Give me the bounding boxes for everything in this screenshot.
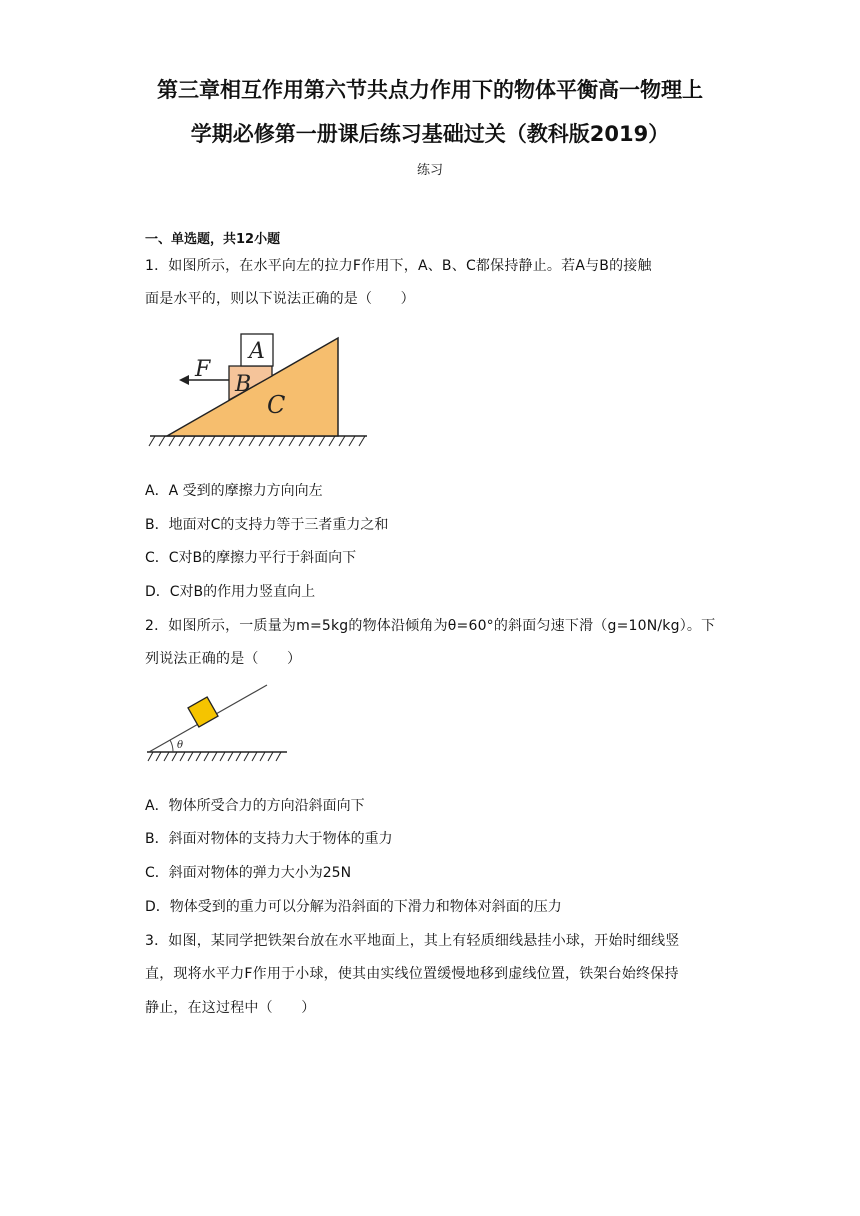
label-c: C bbox=[267, 391, 286, 419]
label-f: F bbox=[195, 357, 211, 382]
question-3-stem-line-3: 静止，在这过程中（ ） bbox=[145, 1000, 316, 1016]
question-1-figure bbox=[145, 328, 375, 448]
arrow-head-icon bbox=[179, 375, 189, 385]
page-title-line-2: 学期必修第一册课后练习基础过关（教科版2019） bbox=[190, 122, 670, 146]
question-1-option-d[interactable]: D．C对B的作用力竖直向上 bbox=[145, 584, 316, 600]
question-1-option-b[interactable]: B．地面对C的支持力等于三者重力之和 bbox=[145, 517, 389, 533]
question-2-figure bbox=[145, 682, 295, 767]
question-1-stem-line-2: 面是水平的，则以下说法正确的是（ ） bbox=[145, 291, 415, 307]
question-1-option-c[interactable]: C．C对B的摩擦力平行于斜面向下 bbox=[145, 550, 357, 566]
section-heading: 一、单选题，共12小题 bbox=[145, 232, 281, 247]
page-title-line-1: 第三章相互作用第六节共点力作用下的物体平衡高一物理上 bbox=[157, 78, 703, 102]
question-2-option-d[interactable]: D．物体受到的重力可以分解为沿斜面的下滑力和物体对斜面的压力 bbox=[145, 899, 562, 915]
question-2-stem-line-1: 2．如图所示，一质量为m=5kg的物体沿倾角为θ=60°的斜面匀速下滑（g=10N/kg）。下 bbox=[145, 618, 716, 634]
label-b: B bbox=[235, 372, 252, 397]
question-2-option-b[interactable]: B．斜面对物体的支持力大于物体的重力 bbox=[145, 831, 393, 847]
ground-hatching bbox=[149, 436, 365, 446]
label-a: A bbox=[249, 339, 265, 364]
question-1-option-a[interactable]: A．A 受到的摩擦力方向向左 bbox=[145, 483, 323, 499]
question-2-stem-line-2: 列说法正确的是（ ） bbox=[145, 651, 302, 667]
angle-arc bbox=[170, 740, 173, 752]
sliding-block bbox=[188, 697, 218, 727]
page-subtitle: 练习 bbox=[416, 163, 443, 178]
question-2-option-a[interactable]: A．物体所受合力的方向沿斜面向下 bbox=[145, 798, 365, 814]
label-theta: θ bbox=[177, 740, 184, 751]
question-3-stem-line-1: 3．如图，某同学把铁架台放在水平地面上，其上有轻质细线悬挂小球，开始时细线竖 bbox=[145, 933, 680, 949]
question-1-stem-line-1: 1．如图所示，在水平向左的拉力F作用下，A、B、C都保持静止。若A与B的接触 bbox=[145, 258, 652, 274]
question-3-stem-line-2: 直，现将水平力F作用于小球，使其由实线位置缓慢地移到虚线位置，铁架台始终保持 bbox=[145, 966, 679, 982]
question-2-option-c[interactable]: C．斜面对物体的弹力大小为25N bbox=[145, 865, 352, 881]
ground-hatching bbox=[148, 752, 281, 761]
